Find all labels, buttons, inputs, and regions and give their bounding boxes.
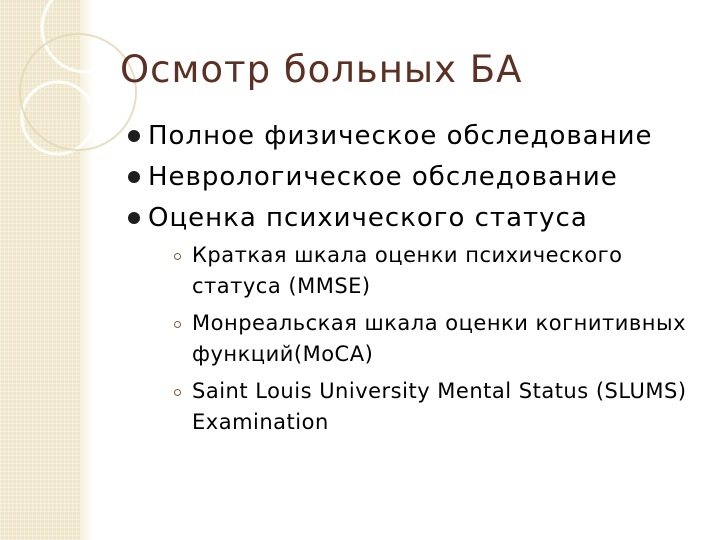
sub-list-item: [172, 308, 698, 370]
list-item-text: Полное физическое обследование: [148, 121, 653, 151]
bullet-icon: [128, 130, 140, 142]
sub-bullet-icon: [174, 389, 181, 396]
sub-bullet-icon: [174, 253, 181, 260]
sub-list-item-text: Монреальская шкала оценки когнитивных функций(MoCA): [192, 311, 686, 366]
list-item: [128, 200, 698, 438]
sub-bullet-icon: [174, 321, 181, 328]
list-item: [128, 118, 698, 154]
sub-list-item-text: Краткая шкала оценки психического статуса (MMSE): [192, 243, 623, 298]
list-item: [128, 159, 698, 195]
list-item-text: Оценка психического статуса: [148, 203, 588, 233]
bullet-icon: [128, 171, 140, 183]
bullet-icon: [128, 212, 140, 224]
slide-content: [128, 118, 698, 444]
sub-list-item: [172, 240, 698, 302]
sub-list-item-text: Saint Louis University Mental Status (SLUMS) Examination: [192, 379, 687, 434]
sub-list-item: [172, 376, 698, 438]
slide-title: Осмотр больных БА: [120, 48, 523, 91]
sub-bullet-list: [148, 240, 698, 438]
bullet-list: [128, 118, 698, 438]
list-item-text: Неврологическое обследование: [148, 162, 618, 192]
